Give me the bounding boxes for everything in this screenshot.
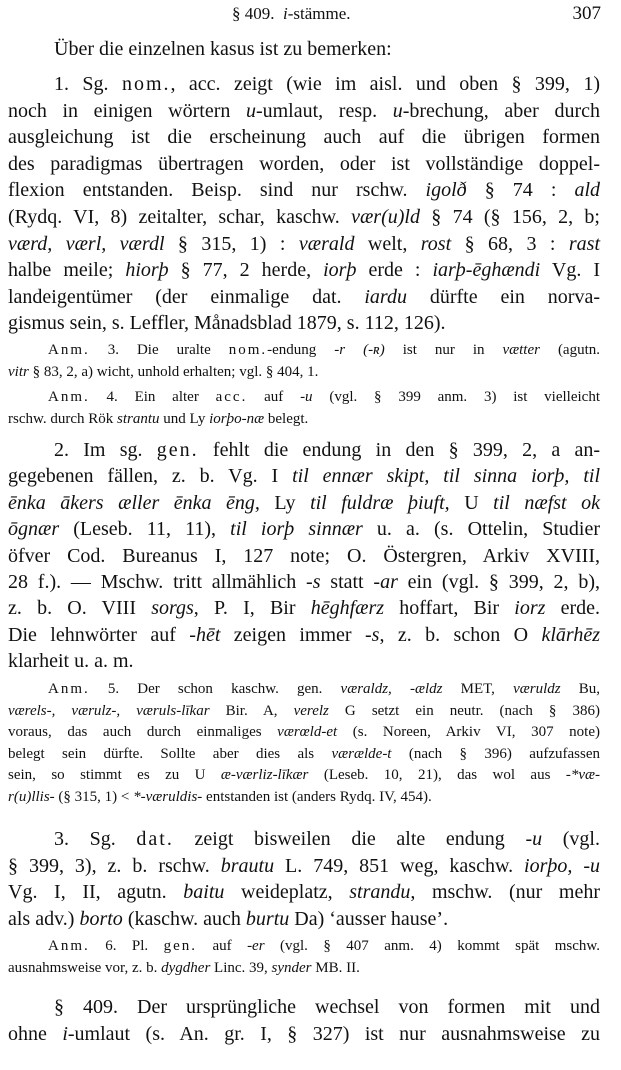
text-line xyxy=(8,994,600,1021)
text-run: ein (vgl. § 399, 2, b), xyxy=(397,571,600,594)
italic-term: vætter xyxy=(502,342,540,358)
italic-term: -r (-ʀ) xyxy=(334,342,385,358)
text-run: § 409. Der ursprüngliche wechsel von formen mit und xyxy=(54,996,600,1018)
italic-term: u xyxy=(245,99,256,122)
text-line xyxy=(8,177,600,204)
text-line xyxy=(8,71,600,98)
spaced-term: gen. xyxy=(156,439,199,461)
italic-term: sorgs xyxy=(151,597,194,620)
text-line xyxy=(8,98,600,125)
italic-term: værald xyxy=(298,232,355,255)
title-italic: i xyxy=(283,4,288,23)
text-line xyxy=(8,595,600,621)
italic-term: verelz xyxy=(293,702,329,719)
text-run: 1. Sg. xyxy=(54,73,122,95)
text-run: U xyxy=(449,491,494,514)
italic-term: iarþ-ēghændi xyxy=(432,259,541,282)
text-run: (vgl. xyxy=(542,828,600,850)
text-run: z. b. O. VIII xyxy=(8,597,152,620)
text-run: auf xyxy=(197,938,248,954)
italic-term: værœld-et xyxy=(277,724,338,741)
text-run: Ly xyxy=(259,491,311,514)
text-run: Vg. I xyxy=(540,259,600,282)
italic-term: -u xyxy=(525,828,543,850)
text-line xyxy=(8,1021,600,1048)
italic-term: -ar xyxy=(373,571,398,594)
italic-term: r(u)llis- xyxy=(8,788,55,805)
text-run: Die lehnwörter auf xyxy=(8,623,190,646)
text-run: 2. Im sg. xyxy=(54,439,157,461)
text-run: auf xyxy=(247,389,301,405)
italic-term: -s xyxy=(306,571,321,594)
italic-term: iorþ xyxy=(323,259,357,282)
text-run: § 83, 2, a) wicht, unhold erhalten; vgl. § 404, 1. xyxy=(28,364,319,380)
text-run: erde : xyxy=(356,259,433,282)
italic-term: værels-, værulz-, væruls-līkar xyxy=(8,702,210,719)
text-run: § 315, 1) : xyxy=(164,232,299,255)
italic-term: rast xyxy=(568,232,601,255)
text-run: § 74 : xyxy=(466,179,575,202)
italic-term: borto xyxy=(79,907,123,930)
italic-term: iorz xyxy=(514,597,546,620)
text-run: als adv.) xyxy=(8,907,80,930)
text-run: MET, xyxy=(442,681,514,697)
text-line xyxy=(8,231,600,258)
text-run: -umlaut (s. An. gr. I, § 327) ist nur ausnahmsweise zu xyxy=(67,1023,600,1045)
text-line xyxy=(8,516,600,542)
italic-term: -u xyxy=(300,389,313,405)
text-run: 5. Der schon kaschw. gen. xyxy=(89,681,341,697)
text-run: -umlaut, resp. xyxy=(255,99,393,122)
italic-term: baitu xyxy=(183,881,225,903)
text-line xyxy=(8,744,600,766)
text-line xyxy=(8,339,600,361)
italic-term: vær(u)ld xyxy=(351,205,420,228)
text-line xyxy=(8,543,600,569)
italic-term: igolð xyxy=(425,179,467,202)
italic-term: rost xyxy=(420,232,452,255)
text-run: § 74 (§ 156, 2, b; xyxy=(419,205,600,228)
text-line xyxy=(8,151,600,178)
text-run: (kaschw. auch xyxy=(122,907,246,930)
italic-term: æ-værliz-līkær xyxy=(220,767,309,784)
text-run: gismus sein, s. Leffler, Månadsblad 1879, s. 112, 126). xyxy=(8,312,446,335)
page-number: 307 xyxy=(572,3,601,24)
text-run: zeigen immer xyxy=(220,623,365,646)
text-run: , z. b. schon O xyxy=(379,623,542,646)
text-run: weideplatz, xyxy=(224,881,350,903)
text-run: , mschw. (nur mehr xyxy=(410,881,600,903)
italic-term: brautu xyxy=(220,854,275,877)
text-run: welt, xyxy=(354,232,421,255)
text-run: entstanden ist (anders Rydq. IV, 454). xyxy=(202,788,432,805)
text-run: und Ly xyxy=(159,411,210,427)
italic-term: iorþo-næ xyxy=(209,411,265,427)
text-run: (agutn. xyxy=(539,342,601,358)
italic-term: væruldz xyxy=(513,681,561,697)
paragraph-1-sg-nom xyxy=(8,71,600,337)
section-number: § 409. xyxy=(232,4,275,23)
text-run: gegebenen fällen, z. b. Vg. I xyxy=(8,465,293,488)
text-run: § 399, 3), z. b. rschw. xyxy=(8,854,221,877)
italic-term: ēnka ākers æller ēnka ēng, xyxy=(8,491,260,514)
text-run: (s. Noreen, Arkiv VI, 307 note) xyxy=(337,724,600,741)
text-run: des paradigmas übertragen worden, oder ist vollständige doppel- xyxy=(8,152,600,175)
text-run: rschw. durch Rök xyxy=(8,411,118,427)
text-run: ist nur in xyxy=(384,342,503,358)
italic-term: -s xyxy=(365,623,380,646)
text-line xyxy=(8,722,600,744)
spaced-term: Anm. xyxy=(48,681,90,697)
text-run: (§ 315, 1) < xyxy=(54,788,134,805)
text-line xyxy=(8,622,600,648)
text-line xyxy=(8,701,600,723)
text-line xyxy=(8,787,600,809)
text-run: G setzt ein neutr. (nach § 386) xyxy=(328,702,600,719)
text-run: statt xyxy=(320,571,374,594)
text-run: fehlt die endung in den § 399, 2, a an- xyxy=(198,439,601,461)
text-run: belegt sein dürfte. Sollte aber dies als xyxy=(8,745,332,762)
spaced-term: nom. xyxy=(228,342,268,358)
italic-term: -hēt xyxy=(189,623,221,646)
italic-term: hēghfærz xyxy=(310,597,385,620)
text-run: klarheit u. a. m. xyxy=(8,650,134,673)
text-run: belegt. xyxy=(264,411,309,427)
text-line xyxy=(8,36,600,62)
spaced-term: acc. xyxy=(215,389,248,405)
text-run: voraus, das auch durch einmaliges xyxy=(8,724,278,741)
italic-term: -*væ- xyxy=(565,767,600,784)
text-line xyxy=(8,957,600,979)
text-run: Da) ‘ausser hause’. xyxy=(289,907,449,930)
text-line xyxy=(8,935,600,957)
text-run: ausgleichung ist die erscheinung auch auf die übrigen formen xyxy=(8,126,600,149)
text-run: (Rydq. VI, 8) zeitalter, schar, kaschw. xyxy=(8,205,352,228)
text-run: erde. xyxy=(545,597,601,620)
text-run: (vgl. § 407 anm. 4) kommt spät mschw. xyxy=(264,938,601,954)
text-run: Bir. A, xyxy=(209,702,294,719)
text-run: landeigentümer (der einmalige dat. xyxy=(8,285,365,308)
text-line xyxy=(8,648,600,674)
text-line xyxy=(8,124,600,151)
italic-term: værælde-t xyxy=(331,745,392,762)
text-run: (nach § 396) aufzufassen xyxy=(391,745,600,762)
italic-term: ald xyxy=(574,179,600,202)
italic-term: til næfst ok xyxy=(493,491,600,514)
text-line xyxy=(8,284,600,311)
text-run: 3. Die uralte xyxy=(89,342,229,358)
running-title xyxy=(232,3,351,25)
italic-term: vitr xyxy=(8,364,29,380)
text-run: halbe meile; xyxy=(8,259,126,282)
text-run: 28 f.). — Mschw. tritt allmählich xyxy=(8,571,307,594)
italic-term: *-væruldis- xyxy=(133,788,203,805)
text-line xyxy=(8,765,600,787)
paragraph-3-sg-dat xyxy=(8,826,600,932)
italic-term: iardu xyxy=(364,285,407,308)
section-409 xyxy=(8,994,600,1048)
spaced-term: Anm. xyxy=(48,342,90,358)
text-run: dürfte ein norva- xyxy=(406,285,600,308)
text-run: , acc. zeigt (wie im aisl. und oben § 399, 1) xyxy=(170,73,600,95)
italic-term: burtu xyxy=(245,907,290,930)
italic-term: klārhēz xyxy=(541,623,600,646)
italic-term: strantu xyxy=(117,411,160,427)
text-run: 6. Pl. xyxy=(89,938,164,954)
anm-4 xyxy=(8,386,600,430)
text-run: , P. I, Bir xyxy=(193,597,311,620)
spaced-term: Anm. xyxy=(48,389,90,405)
italic-term: værd, værl, værdl xyxy=(8,232,165,255)
text-run: flexion entstanden. Beisp. sind nur rschw. xyxy=(8,179,426,202)
italic-term: iorþo, -u xyxy=(524,854,601,877)
running-header xyxy=(0,3,621,25)
spaced-term: Anm. xyxy=(48,938,90,954)
text-run: öfver Cod. Bureanus I, 127 note; O. Östergren, Arkiv XVIII, xyxy=(8,544,600,567)
text-line xyxy=(8,906,600,933)
text-run: sein, so stimmt es zu U xyxy=(8,767,221,784)
text-run: 3. Sg. xyxy=(54,828,137,850)
text-run: (Leseb. 11, 11), xyxy=(59,518,231,541)
text-line xyxy=(8,437,600,463)
italic-term: til iorþ sinnær xyxy=(230,518,363,541)
italic-term: til fuldræ þiuft, xyxy=(310,491,450,514)
text-run: -brechung, aber durch xyxy=(402,99,600,122)
italic-term: synder xyxy=(271,960,312,976)
spaced-term: gen. xyxy=(163,938,198,954)
text-line xyxy=(8,257,600,284)
anm-3 xyxy=(8,339,600,383)
text-run: (Leseb. 10, 21), das wol aus xyxy=(308,767,566,784)
text-line xyxy=(8,679,600,701)
text-run: L. 749, 851 weg, kaschw. xyxy=(274,854,525,877)
italic-term: strandu xyxy=(349,881,411,903)
text-line xyxy=(8,310,600,337)
text-run: MB. II. xyxy=(311,960,360,976)
text-run: hoffart, Bir xyxy=(384,597,515,620)
italic-term: i xyxy=(62,1023,68,1045)
italic-term: til ennær skipt, til sinna iorþ, til xyxy=(292,465,600,488)
text-run: § 77, 2 herde, xyxy=(168,259,324,282)
text-run: Über die einzelnen kasus ist zu bemerken: xyxy=(54,38,392,60)
text-run: Bu, xyxy=(560,681,600,697)
text-line xyxy=(8,408,600,430)
text-line xyxy=(8,826,600,853)
text-line xyxy=(8,386,600,408)
italic-term: ōgnær xyxy=(8,518,60,541)
text-run: -endung xyxy=(267,342,335,358)
intro-paragraph xyxy=(8,36,600,62)
text-line xyxy=(8,490,600,516)
title-rest: -stämme. xyxy=(287,4,351,23)
text-line xyxy=(8,463,600,489)
italic-term: u xyxy=(392,99,403,122)
text-run: noch in einigen wörtern xyxy=(8,99,246,122)
anm-5 xyxy=(8,679,600,809)
italic-term: -er xyxy=(247,938,265,954)
text-line xyxy=(8,361,600,383)
anm-6 xyxy=(8,935,600,979)
spaced-term: dat. xyxy=(136,828,174,850)
text-run: zeigt bisweilen die alte endung xyxy=(173,828,526,850)
text-line xyxy=(8,879,600,906)
text-run: 4. Ein alter xyxy=(89,389,216,405)
text-line xyxy=(8,569,600,595)
italic-term: dygdher xyxy=(161,960,211,976)
text-run: ohne xyxy=(8,1023,63,1045)
paragraph-2-sg-gen xyxy=(8,437,600,675)
text-run: ausnahmsweise vor, z. b. xyxy=(8,960,162,976)
text-run: (vgl. § 399 anm. 3) ist vielleicht xyxy=(312,389,600,405)
text-run: Vg. I, II, agutn. xyxy=(8,881,184,903)
text-run: Linc. 39, xyxy=(210,960,272,976)
italic-term: væraldz, -ældz xyxy=(340,681,443,697)
spaced-term: nom. xyxy=(121,73,171,95)
text-run: § 68, 3 : xyxy=(451,232,569,255)
text-run: u. a. (s. Ottelin, Studier xyxy=(362,518,600,541)
italic-term: hiorþ xyxy=(125,259,169,282)
text-line xyxy=(8,853,600,880)
text-line xyxy=(8,204,600,231)
